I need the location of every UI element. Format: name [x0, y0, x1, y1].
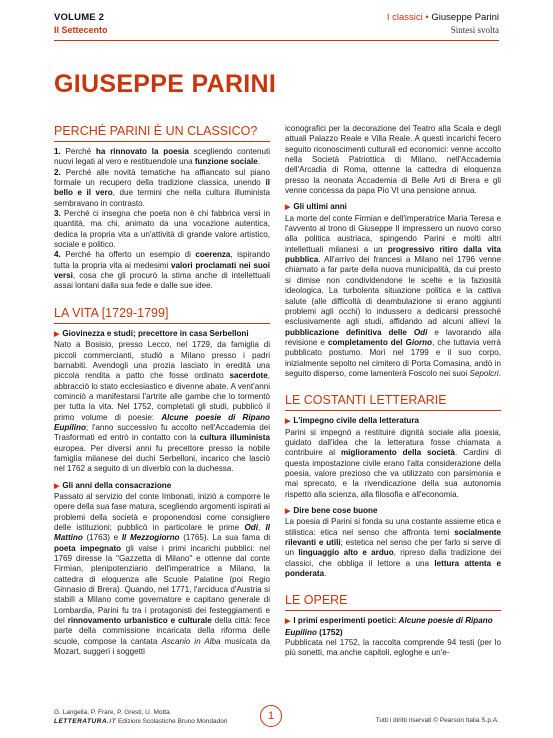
section-heading-classic: PERCHÉ PARINI È UN CLASSICO?: [54, 124, 270, 142]
paragraph-consecration: Passato al servizio del conte Imbonati, iniziò a comporre le opere della sua fase matura, scegliendo argomenti ispirati ai problemi della società e proponendosi come consigliere delle istituzioni; pubblicò in particolare le prime Odi, Il Mattino (1763) e Il Mezzogiorno (1765). La sua fama di poeta impegnato gli valse i primi incarichi pubblici: nel 1769 diresse la "Gazzetta di Milano" e ottenne dal conte Firmian, plenipotenziario dell'imperatrice a Milano, la cattedra di eloquenza alle Scuole Palatine (poi Regio Ginnasio di Brera). Quando, nel 1771, l'arciduca d'Austria si stabilì a Milano come governatore e capitano generale di Lombardia, Parini fu tra i protagonisti dei festeggiamenti e del rinnovamento urbanistico e culturale della città: fece parte della commissione incaricata della riforma delle scuole, compose la cantata Ascanio in Alba musicata da Mozart, suggerì i soggetti: [54, 491, 271, 657]
subheading-last-years: ▶ Gli ultimi anni: [285, 202, 501, 213]
reason-1: 1. Perché ha rinnovato la poesia scegliendo contenuti nuovi legati al vero e restituendole una funzione sociale.: [54, 147, 270, 167]
section-heading-works: LE OPERE: [285, 593, 501, 611]
header-subtitle: Sintesi svolta: [450, 25, 499, 35]
subheading-good-things: ▶ Dire bene cose buone: [285, 506, 501, 517]
subheading-civic: ▶ L'impegno civile della letteratura: [285, 416, 501, 427]
footer-rights: Tutti i diritti riservati © Pearson Italia S.p.A.: [375, 717, 499, 724]
reason-4: 4. Perché ha offerto un esempio di coerenza, ispirando tutta la propria vita ai medesimi valori proclamati nei suoi versi, cosa che gli procurò la stima anche di intellettuali assai lontani dalla sua fede e dalle sue idee.: [54, 250, 270, 291]
page-header-left: [54, 12, 108, 35]
publisher-logo: LETTERATURA.IT: [54, 718, 117, 725]
triangle-bullet-icon: ▶: [54, 330, 60, 338]
triangle-bullet-icon: ▶: [285, 204, 291, 212]
paragraph-first-poems: Pubblicata nel 1752, la raccolta comprende 94 testi (per lo più sonetti, ma anche capitoli, egloghe e un'e-: [285, 638, 501, 658]
section-separator: •: [422, 12, 432, 23]
triangle-bullet-icon: ▶: [285, 508, 291, 515]
paragraph-consecration-cont: iconografici per la decorazione del Teatro alla Scala e degli attuali Palazzo Reale e Villa Reale. A questi incarichi fecero seguito riconoscimenti culturali ed economici: venne accolto nella Società Patriottica di Milano, nell'Accademia dell'Arcadia di Roma, ottenne la cattedra di eloquenza presso la neonata Accademia di Belle Arti di Brera e gli venne concessa da papa Pio VI una pensione annua.: [285, 124, 501, 196]
page-number: 1: [260, 705, 282, 727]
paragraph-civic: Parini si impegnò a restituire dignità sociale alla poesia, guidato dall'idea che la letteratura fosse chiamata a contribuire al miglioramento della società. Cardini di questa impostazione civile erano l'alta considerazione della poesia, valore prezioso che va utilizzato con parsimonia e mai sprecato, e la rivendicazione della sua autonomia rispetto alla scienza, alla filosofia e all'economia.: [285, 427, 501, 499]
subheading-youth: ▶ Giovinezza e studi; precettore in casa Serbelloni: [54, 329, 270, 340]
section-author: Giuseppe Parini: [431, 12, 499, 23]
triangle-bullet-icon: ▶: [285, 618, 291, 626]
header-divider: [54, 40, 499, 41]
page-title: GIUSEPPE PARINI: [54, 70, 277, 98]
period-label: Il Settecento: [54, 25, 108, 35]
page-footer: [54, 708, 499, 738]
subheading-first-poems: ▶ I primi esperimenti poetici: Alcune poesie di Ripano Eupilino (1752): [285, 616, 493, 637]
reason-3: 3. Perché ci insegna che poeta non è chi fabbrica versi in quantità, ma chi, animato da una vocazione autentica, dedica la propria vita a un'attività di grande valore artistico, sociale e politico.: [54, 209, 270, 250]
triangle-bullet-icon: ▶: [54, 482, 60, 490]
paragraph-youth: Nato a Bosisio, presso Lecco, nel 1729, da famiglia di piccoli commercianti, studiò a Milano presso i padri barnabiti. Avendogli una prozia lasciato in eredità una piccola rendita a patto che fosse ordinato sacerdote, abbracciò lo stato ecclesiastico e divenne abate. A vent'anni cominciò a manifestarsi l'artrite alle gambe che lo tormentò per tutta la vita. Nel 1752, completati gli studi, pubblicò il primo volume di poesie: Alcune poesie di Ripano Eupilino; l'anno successivo fu accolto nell'Accademia dei Trasformati ed entrò in contatto con la cultura illuminista europea. Per diversi anni fu precettore presso la nobile famiglia milanese dei duchi Serbelloni, incarico che lasciò nel 1762 a seguito di un diverbio con la duchessa.: [54, 340, 270, 474]
publisher-name: Edizioni Scolastiche Bruno Mondadori: [117, 718, 228, 725]
subheading-consecration: ▶ Gli anni della consacrazione: [54, 481, 270, 492]
triangle-bullet-icon: ▶: [285, 418, 291, 426]
volume-label: VOLUME 2: [54, 12, 105, 23]
footer-credits: [54, 708, 227, 726]
paragraph-last-years: La morte del conte Firmian e dell'imperatrice Maria Teresa e l'avvento al trono di Giuseppe II impressero un nuovo corso alla politica austriaca, spingendo Parini e molti altri intellettuali milanesi a un progressivo ritiro dalla vita pubblica. All'arrivo dei francesi a Milano nel 1796 venne chiamato a far parte della nuova municipalità, da cui presto si dimise non condividendone le scelte e la faziosità ideologica. La turbolenta situazione politica e la cattiva salute (alle difficoltà di deambulazione si erano aggiunti problemi agli occhi) lo indussero a dedicarsi pressoché esclusivamente agli studi, affidando ad alcuni allievi la pubblicazione definitiva delle Odi e lavorando alla revisione e completamento del Giorno, che tuttavia verrà pubblicato postumo. Morì nel 1799 e il suo corpo, inizialmente sepolto nel cimitero di Porta Comasina, andò in seguito disperso, come lamenterà Foscolo nei suoi Sepolcri.: [285, 213, 501, 378]
section-category: I classici: [386, 12, 423, 23]
footer-authors: G. Langella, P. Frare, P. Gresti, U. Motta: [54, 709, 170, 716]
left-column: [54, 120, 270, 657]
page-header-right: [387, 12, 499, 35]
section-heading-constants: LE COSTANTI LETTERARIE: [285, 393, 501, 411]
section-heading-life: LA VITA [1729-1799]: [54, 306, 270, 324]
reason-2: 2. Perché alle novità tematiche ha affiancato sul piano formale un recupero della tradizione classica, unendo il bello e il vero, due termini che nella cultura illuminista sembravano in contrasto.: [54, 167, 270, 208]
right-column: [285, 124, 501, 659]
paragraph-good-things: La poesia di Parini si fonda su una costante assieme etica e stilistica: etica nel senso che affronta temi socialmente rilevanti e utili; estetica nel senso che per farlo si serve di un linguaggio alto e arduo, ripreso dalla tradizione dei classici, che obbliga il lettore a una lettura attenta e ponderata.: [285, 517, 501, 579]
